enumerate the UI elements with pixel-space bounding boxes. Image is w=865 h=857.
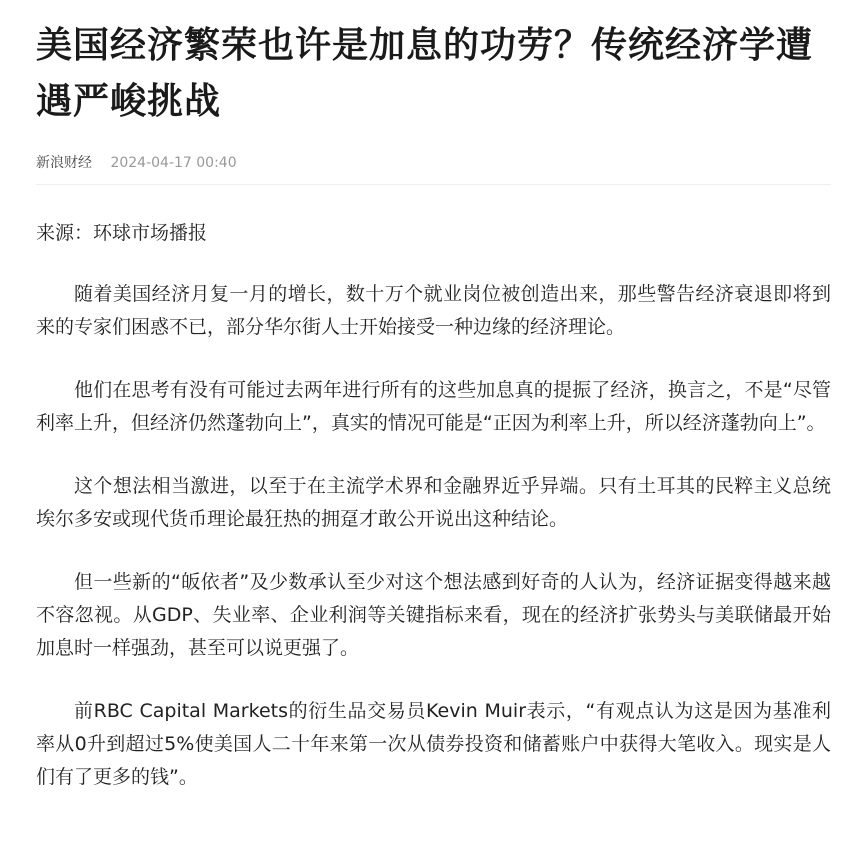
paragraph: 随着美国经济月复一月的增长，数十万个就业岗位被创造出来，那些警告经济衰退即将到来的专家们困惑不已，部分华尔街人士开始接受一种边缘的经济理论。 [36,283,831,338]
paragraph: 前RBC Capital Markets的衍生品交易员Kevin Muir表示，“有观点认为这是因为基准利率从0升到超过5%使美国人二十年来第一次从债券投资和储蓄账户中获得大笔收入。现实是人们有了更多的钱”。 [36,700,831,788]
divider [36,184,831,185]
article-body [36,217,831,794]
paragraph: 他们在思考有没有可能过去两年进行所有的这些加息真的提振了经济，换言之，不是“尽管利率上升，但经济仍然蓬勃向上”，真实的情况可能是“正因为利率上升，所以经济蓬勃向上”。 [36,379,831,434]
article-datetime: 2024-04-17 00:40 [110,155,237,171]
article-meta [36,152,831,174]
paragraph: 但一些新的“皈依者”及少数承认至少对这个想法感到好奇的人认为，经济证据变得越来越不容忽视。从GDP、失业率、企业利润等关键指标来看，现在的经济扩张势头与美联储最开始加息时一样强劲，甚至可以说更强了。 [36,571,831,659]
article [36,0,831,824]
paragraph: 这个想法相当激进，以至于在主流学术界和金融界近乎异端。只有土耳其的民粹主义总统埃尔多安或现代货币理论最狂热的拥趸才敢公开说出这种结论。 [36,475,831,530]
article-source[interactable]: 新浪财经 [36,155,92,171]
article-title: 美国经济繁荣也许是加息的功劳？传统经济学遭遇严峻挑战 [36,25,814,122]
source-line: 来源：环球市场播报 [36,222,208,244]
